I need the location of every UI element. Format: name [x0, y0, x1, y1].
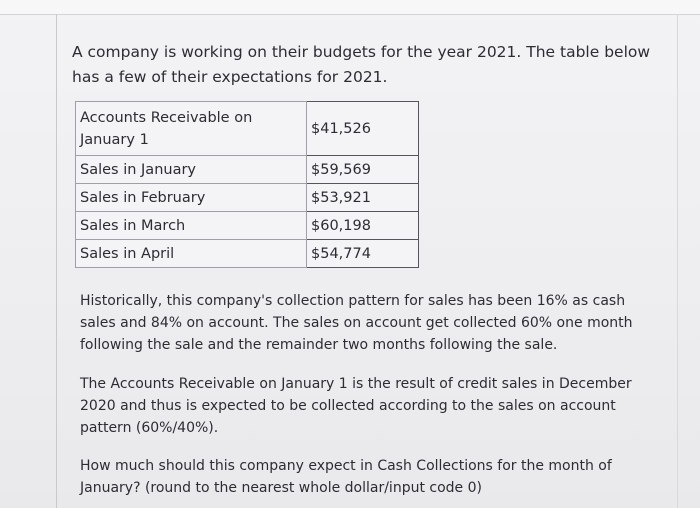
row-label: Accounts Receivable on January 1	[76, 102, 307, 156]
row-label: Sales in February	[76, 184, 307, 212]
budget-table	[75, 101, 419, 268]
table-row	[76, 102, 419, 156]
table-row	[76, 212, 419, 240]
accounts-receivable-paragraph: The Accounts Receivable on January 1 is the result of credit sales in December 2020 and thus is expected to be collected according to the sales on account pattern (60%/40%).	[80, 376, 632, 436]
row-value: $59,569	[307, 156, 419, 184]
collection-pattern-paragraph: Historically, this company's collection pattern for sales has been 16% as cash sales and 84% on account. The sales on account get collected 60% one month following the sale and the remainder two months following the sale.	[80, 293, 633, 353]
table-row	[76, 156, 419, 184]
row-value: $53,921	[307, 184, 419, 212]
row-value: $41,526	[307, 102, 419, 156]
top-edge	[0, 0, 700, 15]
row-value: $60,198	[307, 212, 419, 240]
question-prompt: How much should this company expect in Cash Collections for the month of January? (round to the nearest whole dollar/input code 0)	[80, 458, 612, 496]
row-label: Sales in January	[76, 156, 307, 184]
question-intro: A company is working on their budgets for the year 2021. The table below has a few of their expectations for 2021.	[72, 43, 651, 86]
row-label: Sales in April	[76, 240, 307, 268]
table-row	[76, 240, 419, 268]
row-label: Sales in March	[76, 212, 307, 240]
table-row	[76, 184, 419, 212]
row-value: $54,774	[307, 240, 419, 268]
